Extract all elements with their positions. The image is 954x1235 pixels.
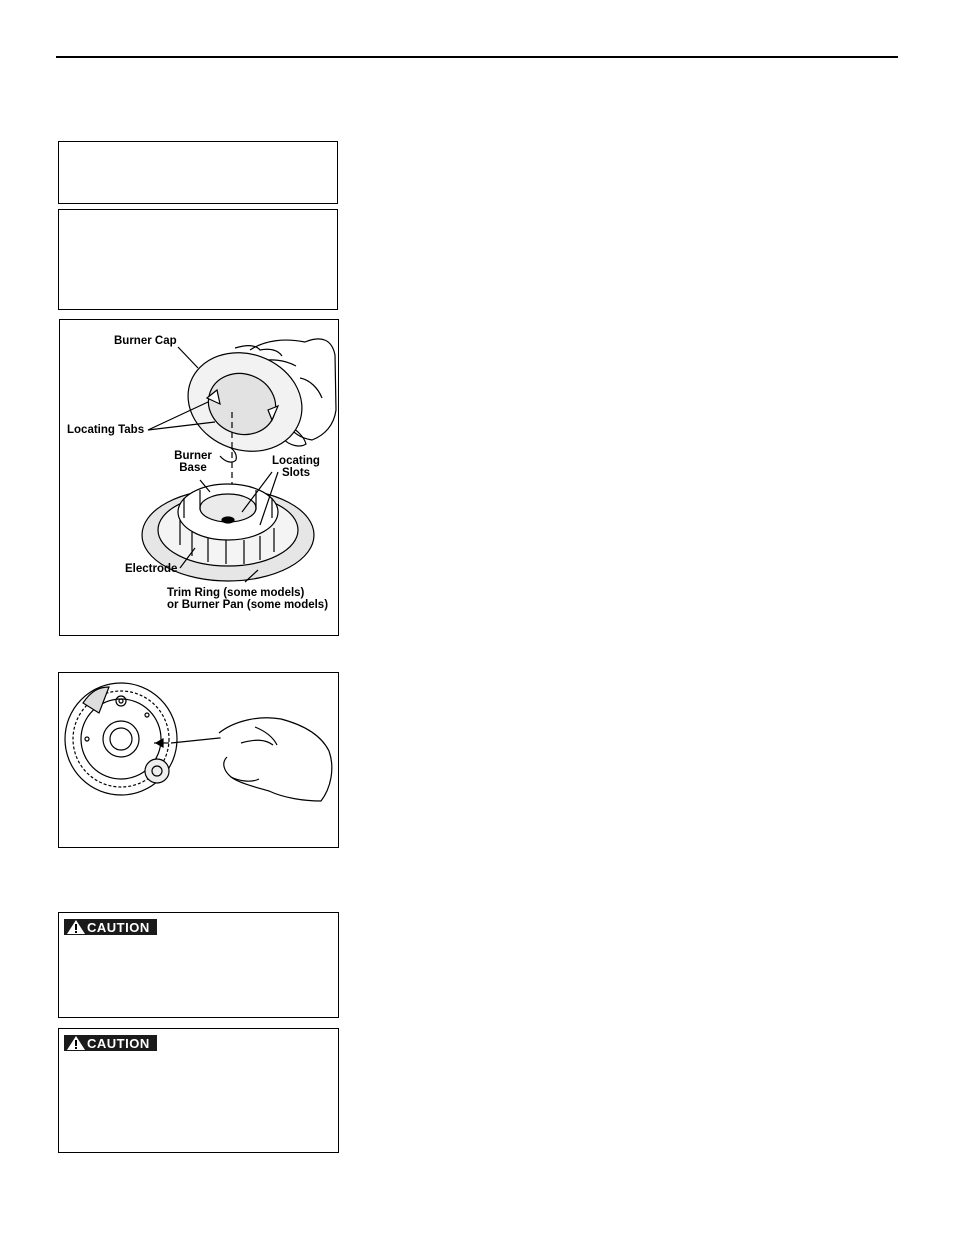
label-trim-ring: Trim Ring (some models) [167, 587, 305, 599]
label-burner-base-line1: Burner [174, 450, 212, 462]
label-locating-tabs: Locating Tabs [67, 424, 145, 436]
caution-box [58, 1028, 339, 1153]
caution-badge [64, 1035, 157, 1051]
warning-triangle-icon [64, 1035, 86, 1051]
label-burner-cap: Burner Cap [114, 335, 177, 347]
note-box [58, 209, 338, 310]
caution-label: CAUTION [87, 1035, 150, 1051]
header-rule [56, 56, 898, 58]
label-burner-base [168, 450, 218, 474]
warning-triangle-icon [64, 919, 86, 935]
electrode-cleaning-figure [58, 672, 339, 848]
caution-label: CAUTION [87, 919, 150, 935]
label-burner-pan: or Burner Pan (some models) [167, 599, 329, 611]
caution-badge [64, 919, 157, 935]
caution-box [58, 912, 339, 1018]
label-locating-slots [266, 455, 326, 479]
label-locating-slots-line1: Locating [272, 455, 320, 467]
burner-assembly-figure [59, 319, 339, 636]
label-locating-slots-line2: Slots [281, 467, 311, 479]
note-box [58, 141, 338, 204]
electrode-cleaning-illustration [59, 673, 340, 849]
label-burner-base-line2: Base [179, 462, 207, 474]
label-electrode: Electrode [125, 563, 178, 575]
